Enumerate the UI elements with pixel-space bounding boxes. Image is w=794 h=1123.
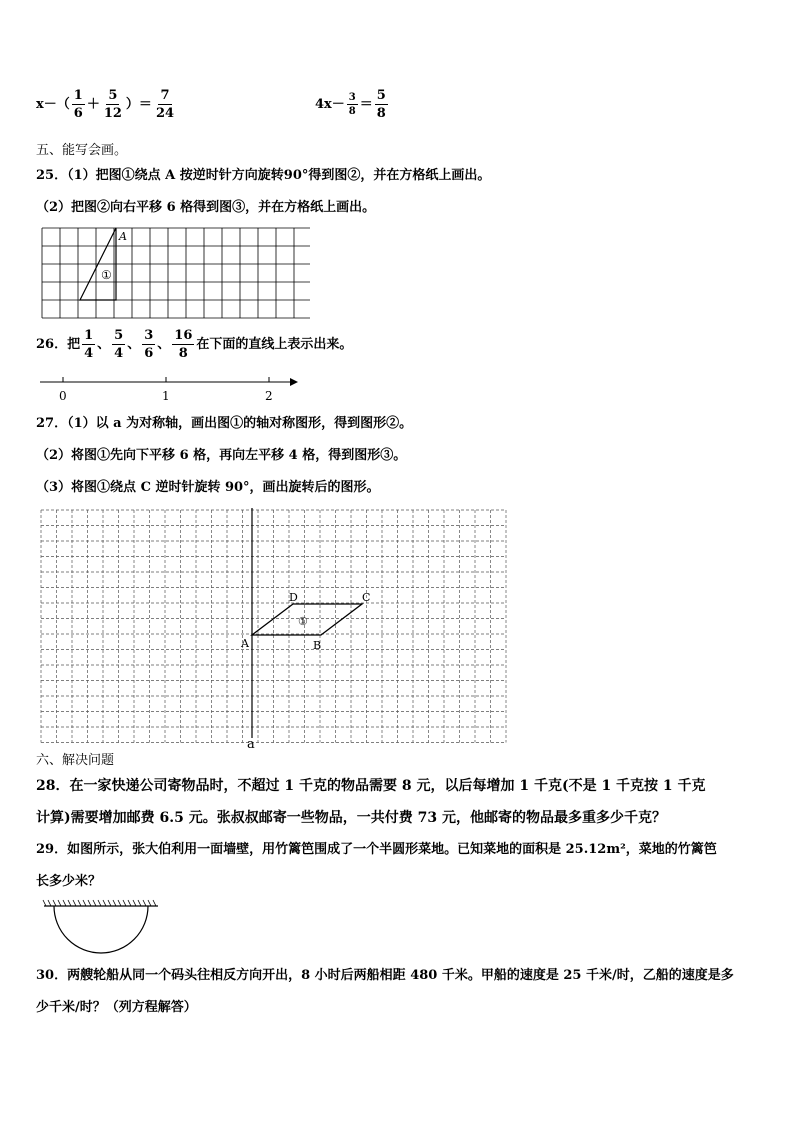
q29-semicircle-garden (40, 898, 164, 962)
wall-hatch-mark (153, 900, 156, 906)
wall-hatch-mark (73, 900, 76, 906)
q26-fraction-4: $\frac{16}{8}$ (174, 328, 193, 361)
q27-axis-label: a (247, 737, 255, 750)
wall-hatch-mark (78, 900, 81, 906)
wall-hatch-mark (143, 900, 146, 906)
eq2-fraction-1: $\frac{3}{8}$ (348, 92, 356, 117)
tick-label-0: 0 (59, 389, 67, 403)
eq1-result: $\frac{7}{24}$ (155, 88, 175, 121)
equation-2: 4x－ $\frac{3}{8}$ ＝ $\frac{5}{8}$ (315, 88, 386, 121)
tick-label-2: 2 (265, 389, 273, 403)
wall-hatch-mark (103, 900, 106, 906)
q26-question: 26．把 $\frac{1}{4}$ 、 $\frac{5}{4}$ 、 $\frac{3}{6}$ 、 $\frac{16}{8}$ 在下面的直线上表示出来。 (36, 328, 353, 361)
q27-line3: （3）将图①绕点 C 逆时针旋转 90°，画出旋转后的图形。 (36, 480, 380, 495)
eq1-fraction-1: $\frac{1}{6}$ (73, 88, 83, 121)
eq1-fraction-2: $\frac{5}{12}$ (103, 88, 122, 121)
eq1-prefix: x－（ (36, 96, 70, 112)
wall-hatch-mark (53, 900, 56, 906)
q30-line1: 30．两艘轮船从同一个码头往相反方向开出，8 小时后两船相距 480 千米。甲船的速度是 25 千米/时，乙船的速度是多 (36, 968, 734, 983)
wall-hatch-mark (93, 900, 96, 906)
wall-hatch-mark (63, 900, 66, 906)
wall-hatch-mark (43, 900, 46, 906)
wall-hatch-mark (88, 900, 91, 906)
q27-label-D: D (289, 591, 298, 604)
section-6-title: 六、解决问题 (36, 753, 115, 768)
eq2-result: $\frac{5}{8}$ (376, 88, 386, 121)
q29-line1: 29．如图所示，张大伯利用一面墙壁，用竹篱笆围成了一个半圆形菜地。已知菜地的面积是 25.12m²，菜地的竹篱笆 (36, 842, 717, 857)
q26-fraction-3: $\frac{3}{6}$ (144, 328, 154, 361)
wall-hatch-mark (133, 900, 136, 906)
wall-hatch-mark (148, 900, 151, 906)
wall-hatch-mark (58, 900, 61, 906)
q26-number-line (36, 372, 306, 406)
wall-hatch-mark (138, 900, 141, 906)
wall-hatch-mark (48, 900, 51, 906)
wall-hatch-mark (113, 900, 116, 906)
q27-grid-figure (36, 500, 516, 750)
wall-hatch-mark (98, 900, 101, 906)
number-line-arrow-icon (290, 378, 298, 386)
q27-figure-label: ① (298, 615, 308, 628)
q29-line2: 长多少米？ (36, 874, 102, 889)
q27-line2: （2）将图①先向下平移 6 格，再向左平移 4 格，得到图形③。 (36, 448, 407, 463)
q27-label-A: A (241, 637, 249, 650)
equation-1: x－（ $\frac{1}{6}$ ＋ $\frac{5}{12}$ ）＝ $\frac{7}{24}$ (36, 88, 175, 121)
wall-hatch-mark (128, 900, 131, 906)
wall-hatch-mark (118, 900, 121, 906)
tick-label-1: 1 (162, 389, 170, 403)
q27-label-B: B (313, 639, 322, 652)
q25-line2: （2）把图②向右平移 6 格得到图③，并在方格纸上画出。 (36, 200, 376, 215)
q27-label-C: C (362, 591, 371, 604)
q28-line2: 计算)需要增加邮费 6.5 元。张叔叔邮寄一些物品，一共付费 73 元，他邮寄的物品最多重多少千克？ (36, 810, 666, 826)
section-5-title: 五、能写会画。 (36, 143, 128, 158)
q26-fraction-2: $\frac{5}{4}$ (114, 328, 124, 361)
wall-hatch-mark (68, 900, 71, 906)
wall-hatch-mark (123, 900, 126, 906)
q25-grid-figure (40, 224, 310, 328)
q25-label-A: A (119, 230, 127, 243)
wall-hatch-mark (108, 900, 111, 906)
q28-line1: 28．在一家快递公司寄物品时，不超过 1 千克的物品需要 8 元，以后每增加 1 千克(不是 1 千克按 1 千克 (36, 778, 706, 794)
q25-figure-label: ① (101, 268, 112, 282)
q25-line1: 25．（1）把图①绕点 A 按逆时针方向旋转90°得到图②，并在方格纸上画出。 (36, 168, 491, 183)
q27-line1: 27．（1）以 a 为对称轴，画出图①的轴对称图形，得到图形②。 (36, 416, 413, 431)
q30-line2: 少千米/时？（列方程解答） (36, 1000, 197, 1015)
q26-fraction-1: $\frac{1}{4}$ (84, 328, 94, 361)
wall-hatch-mark (83, 900, 86, 906)
semicircle-fence (54, 906, 148, 953)
